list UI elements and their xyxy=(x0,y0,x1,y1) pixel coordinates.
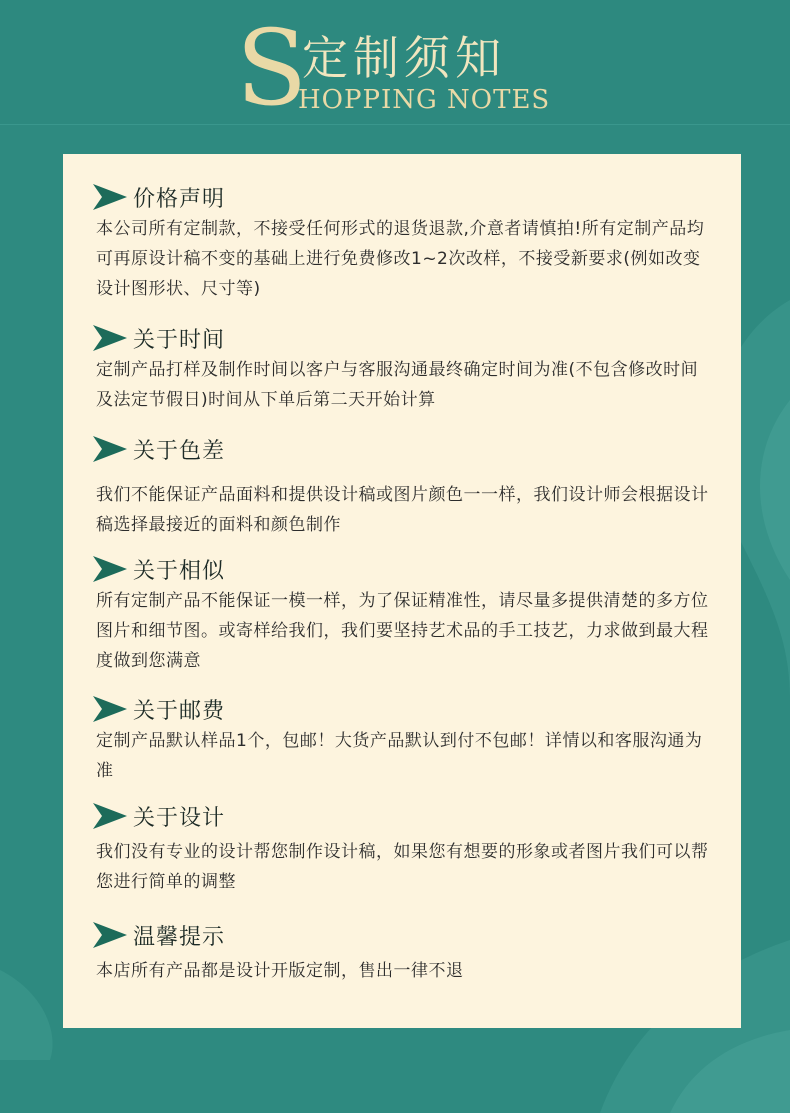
section-body: 定制产品默认样品1个，包邮！大货产品默认到付不包邮！详情以和客服沟通为准 xyxy=(96,731,703,781)
notes-panel xyxy=(63,154,741,1028)
section-body: 本公司所有定制款，不接受任何形式的退货退款,介意者请慎拍!所有定制产品均可再原设计稿不变的基础上进行免费修改1~2次改样，不接受新要求(例如改变设计图形状、尺寸等) xyxy=(96,219,705,299)
header xyxy=(0,0,790,129)
arrow-icon xyxy=(93,922,127,948)
arrow-icon xyxy=(93,803,127,829)
section-tips xyxy=(93,918,713,986)
section-heading xyxy=(93,432,713,466)
page-title: 定制须知 xyxy=(302,31,506,85)
arrow-icon xyxy=(93,556,127,582)
section-price xyxy=(93,180,713,304)
logo-letter: S xyxy=(236,7,308,129)
section-title: 关于相似 xyxy=(133,558,226,584)
section-title: 关于设计 xyxy=(133,805,226,831)
section-body: 本店所有产品都是设计开版定制，售出一律不退 xyxy=(96,961,464,981)
arrow-icon xyxy=(93,696,127,722)
section-body: 我们不能保证产品面料和提供设计稿或图片颜色一一样，我们设计师会根据设计稿选择最接近的面料和颜色制作 xyxy=(96,485,709,535)
section-body: 所有定制产品不能保证一模一样，为了保证精准性，请尽量多提供清楚的多方位图片和细节图。或寄样给我们，我们要坚持艺术品的手工技艺，力求做到最大程度做到您满意 xyxy=(96,591,709,671)
arrow-icon xyxy=(93,184,127,210)
section-heading xyxy=(93,692,713,726)
section-title: 价格声明 xyxy=(133,186,226,212)
section-title: 关于色差 xyxy=(133,438,226,464)
section-heading xyxy=(93,918,713,952)
section-heading xyxy=(93,180,713,214)
section-body: 我们没有专业的设计帮您制作设计稿，如果您有想要的形象或者图片我们可以帮您进行简单的调整 xyxy=(96,842,709,892)
section-similar xyxy=(93,552,713,676)
leaf-decoration-left xyxy=(0,960,70,1060)
section-heading xyxy=(93,799,713,833)
section-title: 温馨提示 xyxy=(133,924,226,950)
arrow-icon xyxy=(93,325,127,351)
section-title: 关于邮费 xyxy=(133,698,226,724)
section-body: 定制产品打样及制作时间以客户与客服沟通最终确定时间为准(不包含修改时间及法定节假日)时间从下单后第二天开始计算 xyxy=(96,360,699,410)
section-color xyxy=(93,432,713,540)
section-title: 关于时间 xyxy=(133,327,226,353)
section-time xyxy=(93,321,713,415)
section-shipping xyxy=(93,692,713,786)
section-heading xyxy=(93,321,713,355)
section-design xyxy=(93,799,713,897)
arrow-icon xyxy=(93,436,127,462)
page-subtitle: HOPPING NOTES xyxy=(298,85,551,115)
section-heading xyxy=(93,552,713,586)
